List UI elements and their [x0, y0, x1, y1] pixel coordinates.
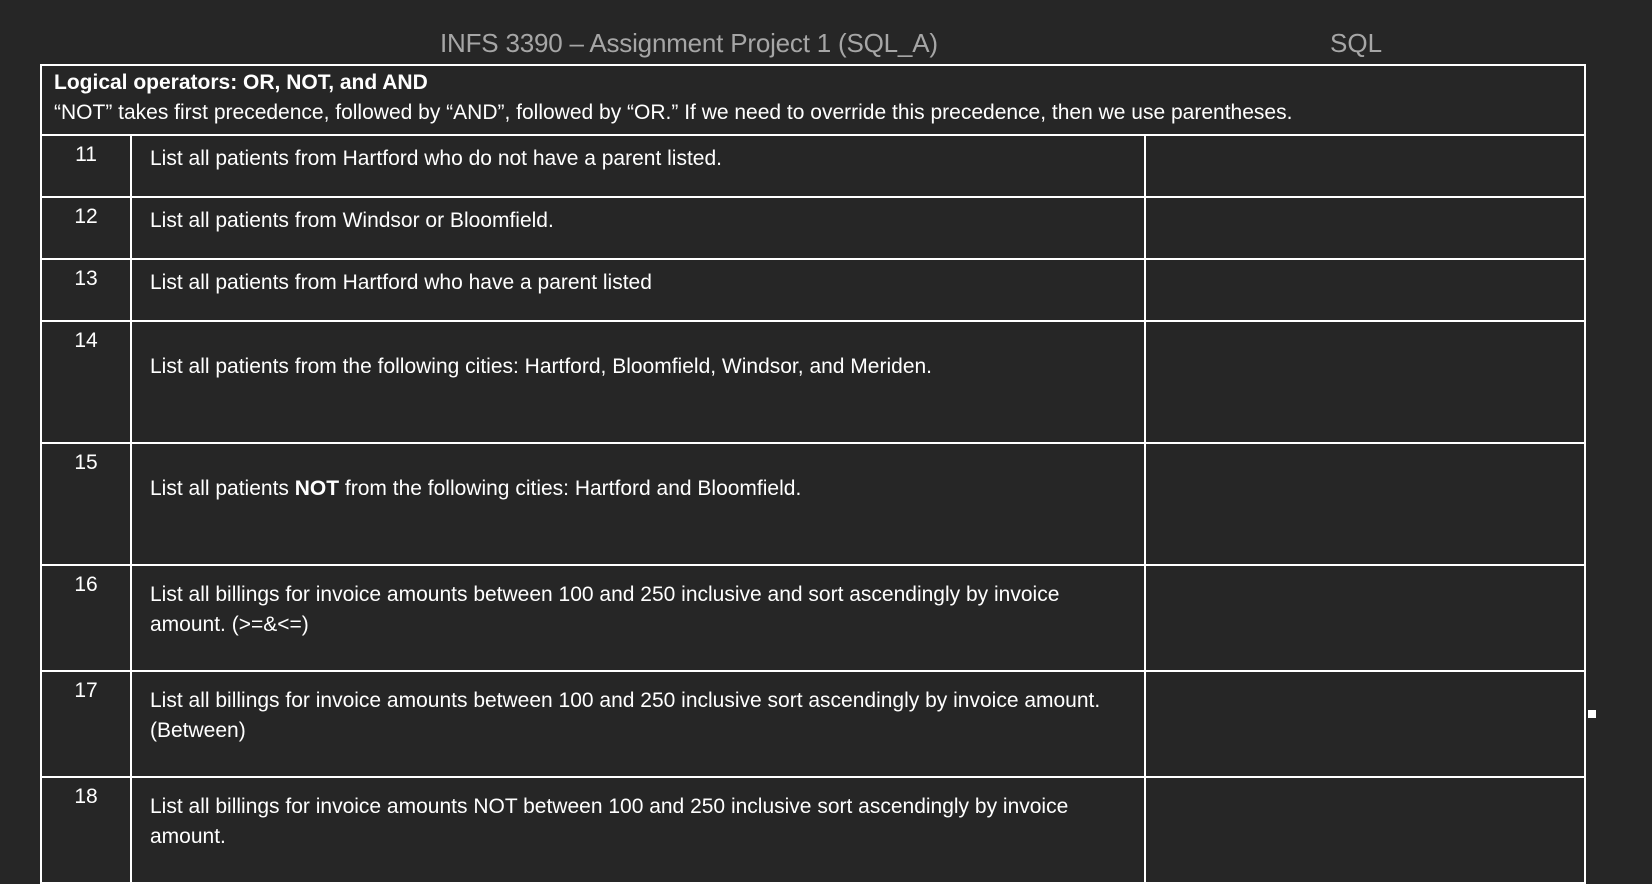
sql-answer-cell[interactable] [1145, 443, 1585, 565]
question-text[interactable]: List all patients from Hartford who do not have a parent listed. [131, 135, 1145, 197]
question-text-bold: NOT [294, 477, 340, 500]
question-number: 16 [41, 565, 131, 671]
sql-answer-cell[interactable] [1145, 777, 1585, 883]
question-text-post: from the following cities: Hartford and Bloomfield. [339, 477, 802, 500]
assignment-table [40, 64, 1586, 884]
assignment-table-wrapper [40, 64, 1584, 884]
table-row [41, 671, 1585, 777]
question-text[interactable]: List all patients from Windsor or Bloomfield. [131, 197, 1145, 259]
table-row [41, 321, 1585, 443]
page-header-title: INFS 3390 – Assignment Project 1 (SQL_A) [440, 28, 938, 58]
question-text[interactable]: List all billings for invoice amounts between 100 and 250 inclusive and sort ascendingly by invoice amount. (>=&<=) [131, 565, 1145, 671]
question-number: 13 [41, 259, 131, 321]
question-text[interactable] [131, 443, 1145, 565]
intro-heading: Logical operators: OR, NOT, and AND [54, 71, 428, 94]
table-row [41, 135, 1585, 197]
question-number: 18 [41, 777, 131, 883]
table-resize-handle[interactable] [1588, 710, 1596, 718]
page-header-right-label: SQL [1330, 28, 1383, 58]
table-row [41, 777, 1585, 883]
sql-answer-cell[interactable] [1145, 197, 1585, 259]
question-number: 17 [41, 671, 131, 777]
intro-row [41, 65, 1585, 135]
table-row [41, 197, 1585, 259]
sql-answer-cell[interactable] [1145, 671, 1585, 777]
question-text[interactable]: List all patients from the following cities: Hartford, Bloomfield, Windsor, and Meriden. [131, 321, 1145, 443]
sql-answer-cell[interactable] [1145, 565, 1585, 671]
question-number: 11 [41, 135, 131, 197]
question-text[interactable]: List all billings for invoice amounts between 100 and 250 inclusive sort ascendingly by invoice amount. (Between) [131, 671, 1145, 777]
sql-answer-cell[interactable] [1145, 321, 1585, 443]
question-text-pre: List all patients [150, 477, 295, 500]
table-row [41, 565, 1585, 671]
table-row [41, 259, 1585, 321]
question-text[interactable]: List all billings for invoice amounts NOT between 100 and 250 inclusive sort ascendingly by invoice amount. [131, 777, 1145, 883]
intro-cell[interactable] [41, 65, 1585, 135]
sql-answer-cell[interactable] [1145, 135, 1585, 197]
question-number: 15 [41, 443, 131, 565]
question-text[interactable]: List all patients from Hartford who have a parent listed [131, 259, 1145, 321]
question-number: 14 [41, 321, 131, 443]
intro-text: “NOT” takes first precedence, followed by “AND”, followed by “OR.” If we need to override this precedence, then we use parentheses. [54, 101, 1293, 124]
question-number: 12 [41, 197, 131, 259]
table-row [41, 443, 1585, 565]
sql-answer-cell[interactable] [1145, 259, 1585, 321]
